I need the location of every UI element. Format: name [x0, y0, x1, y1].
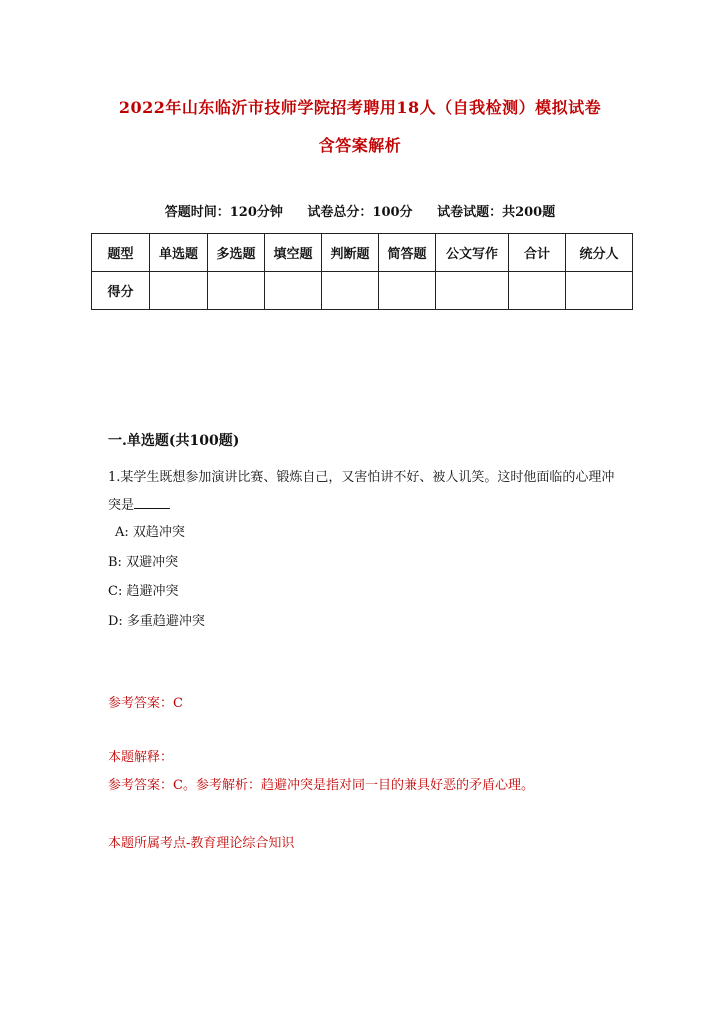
explanation-body: 参考答案：C。参考解析：趋避冲突是指对同一目的兼具好恶的矛盾心理。 [108, 778, 534, 793]
exam-total-questions: 试卷试题：共200题 [437, 205, 556, 220]
explanation-label: 本题解释： [108, 750, 174, 765]
table-header-cell: 题型 [92, 234, 150, 272]
answer-blank [134, 494, 170, 509]
exam-time: 答题时间：120分钟 [164, 205, 283, 220]
table-header-cell: 判断题 [322, 234, 379, 272]
score-table [91, 233, 633, 310]
exam-info [0, 201, 720, 220]
option-d: D: 多重趋避冲突 [108, 613, 205, 629]
option-list [108, 518, 205, 636]
option-b: B: 双避冲突 [108, 554, 179, 570]
knowledge-point: 本题所属考点-教育理论综合知识 [108, 836, 295, 851]
table-header-cell: 单选题 [150, 234, 208, 272]
table-header-cell: 填空题 [265, 234, 322, 272]
table-row-label: 得分 [92, 272, 150, 310]
table-header-cell: 统分人 [566, 234, 633, 272]
score-cell [509, 272, 566, 310]
score-cell [265, 272, 322, 310]
table-header-cell: 简答题 [379, 234, 436, 272]
option-a: A: 双趋冲突 [115, 525, 185, 540]
question-text [108, 464, 618, 520]
table-header-cell: 公文写作 [436, 234, 509, 272]
document-subtitle: 含答案解析 [318, 136, 402, 155]
score-cell [566, 272, 633, 310]
score-cell [322, 272, 379, 310]
score-cell [150, 272, 208, 310]
score-table-score-row [92, 272, 633, 310]
score-cell [436, 272, 509, 310]
score-table-header-row [92, 234, 633, 272]
exam-total-score: 试卷总分：100分 [307, 205, 413, 220]
score-cell [208, 272, 265, 310]
question-stem: 1.某学生既想参加演讲比赛、锻炼自己，又害怕讲不好、被人讥笑。这时他面临的心理冲突是 [108, 470, 615, 513]
section-title: 一.单选题(共100题) [108, 433, 240, 449]
table-header-cell: 多选题 [208, 234, 265, 272]
reference-answer: 参考答案：C [108, 696, 183, 711]
document-title: 2022年山东临沂市技师学院招考聘用18人（自我检测）模拟试卷 [118, 98, 602, 117]
score-cell [379, 272, 436, 310]
table-header-cell: 合计 [509, 234, 566, 272]
option-c: C: 趋避冲突 [108, 584, 179, 599]
